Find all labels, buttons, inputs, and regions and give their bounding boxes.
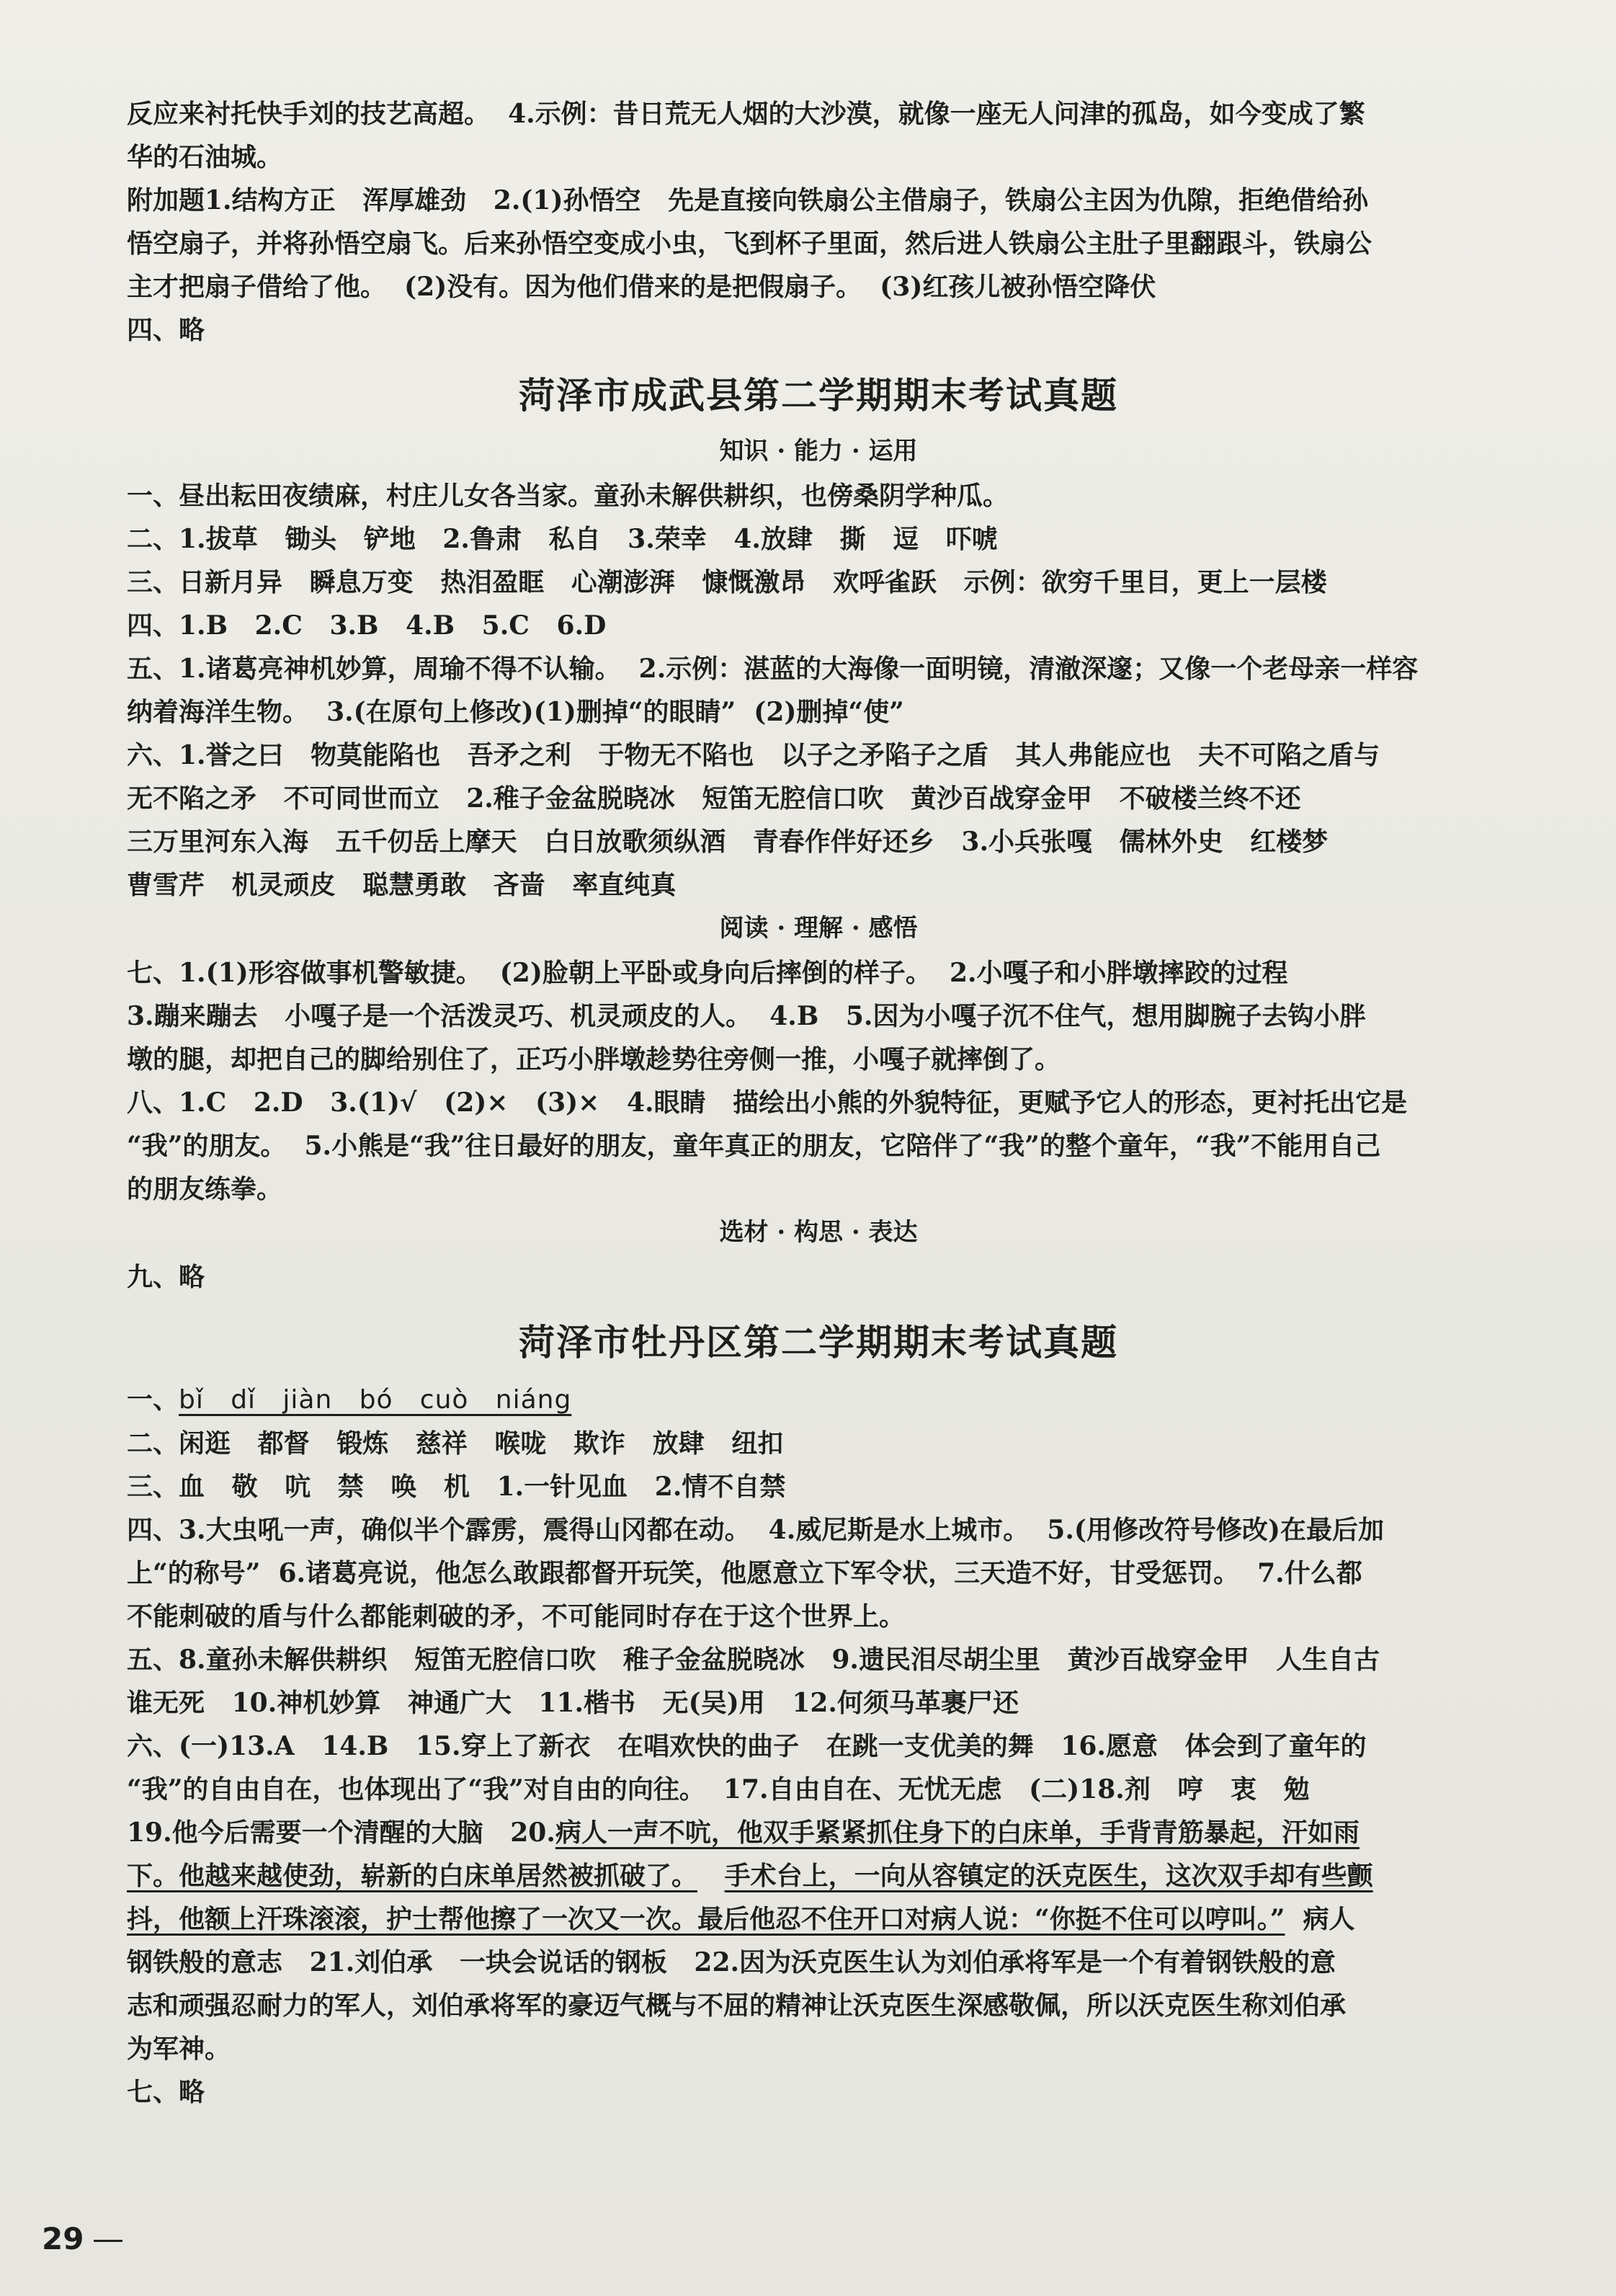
underlined-text: 下。他越来越使劲，崭新的白床单居然被抓破了。 (127, 1861, 698, 1891)
text-run: 19.他今后需要一个清醒的大脑 20. (127, 1817, 555, 1848)
section-title: 菏泽市牡丹区第二学期期末考试真题 (519, 1321, 1118, 1363)
text-line: 墩的腿，却把自己的脚给别住了，正巧小胖墩趁势往旁侧一推，小嘎子就摔倒了。 (127, 1044, 1061, 1074)
section-title: 菏泽市成武县第二学期期末考试真题 (519, 374, 1118, 417)
text-line: 3.蹦来蹦去 小嘎子是一个活泼灵巧、机灵顽皮的人。 4.B 5.因为小嘎子沉不住气，想用脚腕子去钩小胖 (127, 1001, 1366, 1031)
text-line: 纳着海洋生物。 3.(在原句上修改)(1)删掉“的眼睛” (2)删掉“使” (127, 697, 904, 727)
text-line (127, 1811, 1510, 1854)
page-number (42, 2221, 122, 2256)
section-subtitle: 选材 · 构思 · 表达 (719, 1218, 918, 1247)
text-line: “我”的自由自在，也体现出了“我”对自由的向往。 17.自由自在、无忧无虑 (二)18.剂 哼 衷 勉 (127, 1774, 1310, 1805)
text-line: 六、(一)13.A 14.B 15.穿上了新衣 在唱欢快的曲子 在跳一支优美的舞 16.愿意 体会到了童年的 (127, 1731, 1367, 1761)
text-line: 四、3.大虫吼一声，确似半个霹雳，震得山冈都在动。 4.威尼斯是水上城市。 5.(用修改符号修改)在最后加 (127, 1515, 1384, 1545)
text-line: 八、1.C 2.D 3.(1)√ (2)× (3)× 4.眼睛 描绘出小熊的外貌特征，更赋予它人的形态，更衬托出它是 (127, 1087, 1408, 1118)
text-line: 一、昼出耘田夜绩麻，村庄儿女各当家。童孙未解供耕织，也傍桑阴学种瓜。 (127, 481, 1009, 511)
text-line (127, 1854, 1510, 1897)
text-line: 四、1.B 2.C 3.B 4.B 5.C 6.D (127, 610, 607, 641)
text-line: 九、略 (127, 1262, 205, 1292)
section-subtitle: 知识 · 能力 · 运用 (719, 437, 918, 466)
text-line: 五、1.诸葛亮神机妙算，周瑜不得不认输。 2.示例：湛蓝的大海像一面明镜，清澈深邃；又像一个老母亲一样容 (127, 654, 1419, 684)
page-number-text: 29 (42, 2221, 84, 2256)
text-line: 二、1.拔草 锄头 铲地 2.鲁肃 私自 3.荣幸 4.放肆 撕 逗 吓唬 (127, 524, 998, 554)
text-line: 六、1.誉之曰 物莫能陷也 吾矛之利 于物无不陷也 以子之矛陷子之盾 其人弗能应也 夫不可陷之盾与 (127, 740, 1380, 770)
text-line: 谁无死 10.神机妙算 神通广大 11.楷书 无(吴)用 12.何须马革裹尸还 (127, 1688, 1019, 1718)
text-line: 三、日新月异 瞬息万变 热泪盈眶 心潮澎湃 慷慨激昂 欢呼雀跃 示例：欲穷千里目，更上一层楼 (127, 567, 1327, 597)
text-line: 四、略 (127, 315, 205, 345)
text-line: 上“的称号” 6.诸葛亮说，他怎么敢跟都督开玩笑，他愿意立下军令状，三天造不好，甘受惩罚。 7.什么都 (127, 1558, 1362, 1588)
underlined-text: 抖，他额上汗珠滚滚，护士帮他擦了一次又一次。最后他忍不住开口对病人说：“你挺不住可以哼叫。” (127, 1904, 1285, 1934)
text-line: 三、血 敬 吭 禁 唤 机 1.一针见血 2.情不自禁 (127, 1472, 786, 1502)
text-line: 不能刺破的盾与什么都能刺破的矛，不可能同时存在于这个世界上。 (127, 1601, 906, 1632)
text-line: 主才把扇子借给了他。 (2)没有。因为他们借来的是把假扇子。 (3)红孩儿被孙悟空降伏 (127, 272, 1156, 302)
text-line: 三万里河东入海 五千仞岳上摩天 白日放歌须纵酒 青春作伴好还乡 3.小兵张嘎 儒林外史 红楼梦 (127, 827, 1329, 857)
text-line: 反应来衬托快手刘的技艺高超。 4.示例：昔日荒无人烟的大沙漠，就像一座无人问津的孤岛，如今变成了繁 (127, 99, 1365, 129)
text-run: 病人 (1285, 1904, 1355, 1934)
text-line: 的朋友练拳。 (127, 1174, 283, 1204)
text-line: 附加题1.结构方正 浑厚雄劲 2.(1)孙悟空 先是直接向铁扇公主借扇子，铁扇公主因为仇隙，拒绝借给孙 (127, 185, 1369, 215)
text-line (127, 1378, 1510, 1422)
text-line: 华的石油城。 (127, 142, 283, 172)
text-line: 志和顽强忍耐力的军人，刘伯承将军的豪迈气概与不屈的精神让沃克医生深感敬佩，所以沃克医生称刘伯承 (127, 1990, 1347, 2021)
text-line: “我”的朋友。 5.小熊是“我”往日最好的朋友，童年真正的朋友，它陪伴了“我”的整个童年，“我”不能用自己 (127, 1131, 1381, 1161)
text-line: 七、1.(1)形容做事机警敏捷。 (2)脸朝上平卧或身向后摔倒的样子。 2.小嘎子和小胖墩摔跤的过程 (127, 958, 1288, 988)
underlined-text: 病人一声不吭，他双手紧紧抓住身下的白床单，手背青筋暴起，汗如雨 (555, 1817, 1360, 1848)
text-line: 二、闲逛 都督 锻炼 慈祥 喉咙 欺诈 放肆 纽扣 (127, 1428, 784, 1459)
text-line: 曹雪芹 机灵顽皮 聪慧勇敢 吝啬 率直纯真 (127, 870, 677, 900)
page-number-dash (94, 2240, 122, 2242)
pinyin-answers: bǐ dǐ jiàn bó cuò niáng (179, 1385, 572, 1415)
item-prefix: 一、 (127, 1384, 179, 1415)
text-line: 为军神。 (127, 2034, 231, 2064)
text-line: 悟空扇子，并将孙悟空扇飞。后来孙悟空变成小虫，飞到杯子里面，然后进人铁扇公主肚子里翻跟斗，铁扇公 (127, 228, 1372, 259)
page-content (127, 92, 1510, 2114)
text-line: 无不陷之矛 不可同世而立 2.稚子金盆脱晓冰 短笛无腔信口吹 黄沙百战穿金甲 不破楼兰终不还 (127, 783, 1301, 814)
text-line (127, 1897, 1510, 1941)
text-line: 钢铁般的意志 21.刘伯承 一块会说话的钢板 22.因为沃克医生认为刘伯承将军是一个有着钢铁般的意 (127, 1947, 1336, 1977)
text-run (697, 1861, 725, 1891)
text-line: 五、8.童孙未解供耕织 短笛无腔信口吹 稚子金盆脱晓冰 9.遗民泪尽胡尘里 黄沙百战穿金甲 人生自古 (127, 1645, 1380, 1675)
underlined-text: 手术台上，一向从容镇定的沃克医生，这次双手却有些颤 (724, 1861, 1373, 1891)
text-line: 七、略 (127, 2077, 205, 2107)
section-subtitle: 阅读 · 理解 · 感悟 (719, 914, 918, 943)
